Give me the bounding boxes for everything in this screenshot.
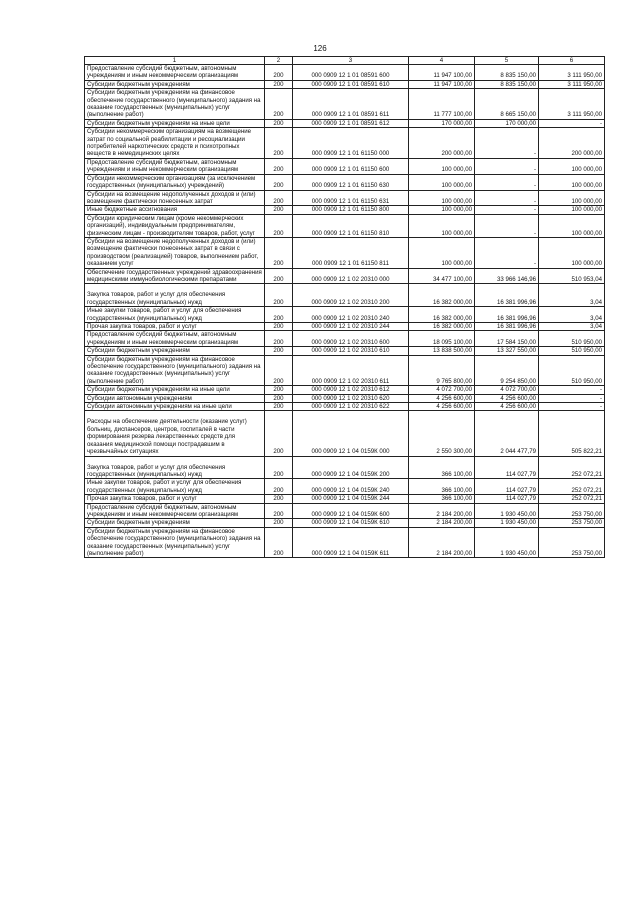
approved-amount-cell: 100 000,00: [409, 206, 475, 214]
approved-amount-cell: 100 000,00: [409, 174, 475, 190]
row-code-cell: 200: [265, 323, 293, 331]
table-row: [85, 386, 605, 394]
table-row: [85, 394, 605, 402]
executed-amount-cell: 16 381 996,96: [475, 307, 539, 323]
unexecuted-amount-cell: 200 000,00: [539, 128, 605, 159]
executed-amount-cell: 16 381 996,96: [475, 284, 539, 307]
unexecuted-amount-cell: 3 111 950,00: [539, 65, 605, 81]
budget-code-cell: 000 0909 12 1 01 61150 600: [293, 158, 409, 174]
budget-code-cell: 000 0909 12 1 01 08591 610: [293, 80, 409, 88]
table-row: [85, 519, 605, 527]
approved-amount-cell: 200 000,00: [409, 128, 475, 159]
budget-code-cell: 000 0909 12 1 01 08591 611: [293, 89, 409, 120]
budget-code-cell: 000 0909 12 1 02 20310 610: [293, 347, 409, 355]
row-code-cell: 200: [265, 503, 293, 519]
budget-execution-table: [84, 56, 605, 558]
executed-amount-cell: 1 930 450,00: [475, 519, 539, 527]
executed-amount-cell: 16 381 996,96: [475, 323, 539, 331]
executed-amount-cell: -: [475, 158, 539, 174]
row-name-cell: Субсидии бюджетным учреждениям: [85, 347, 265, 355]
executed-amount-cell: 170 000,00: [475, 119, 539, 127]
row-code-cell: 200: [265, 214, 293, 237]
approved-amount-cell: 4 256 600,00: [409, 403, 475, 411]
budget-code-cell: 000 0909 12 1 01 08591 600: [293, 65, 409, 81]
approved-amount-cell: 100 000,00: [409, 190, 475, 206]
executed-amount-cell: 114 027,79: [475, 479, 539, 495]
row-code-cell: 200: [265, 519, 293, 527]
executed-amount-cell: -: [475, 237, 539, 268]
budget-code-cell: 000 0909 12 1 04 0159К 611: [293, 527, 409, 558]
table-row: [85, 214, 605, 237]
unexecuted-amount-cell: 3,04: [539, 284, 605, 307]
executed-amount-cell: 33 966 146,96: [475, 268, 539, 284]
executed-amount-cell: 2 044 477,79: [475, 411, 539, 456]
approved-amount-cell: 13 838 500,00: [409, 347, 475, 355]
budget-code-cell: 000 0909 12 1 02 20310 200: [293, 284, 409, 307]
executed-amount-cell: 8 835 150,00: [475, 80, 539, 88]
budget-code-cell: 000 0909 12 1 01 61150 630: [293, 174, 409, 190]
column-header: 1: [85, 57, 265, 65]
row-name-cell: Предоставление субсидий бюджетным, автономным учреждениям и иным некоммерческим организациям: [85, 158, 265, 174]
budget-code-cell: 000 0909 12 1 01 61150 000: [293, 128, 409, 159]
approved-amount-cell: 11 777 100,00: [409, 89, 475, 120]
column-header: 6: [539, 57, 605, 65]
column-number-row: [85, 57, 605, 65]
budget-code-cell: 000 0909 12 1 02 20310 244: [293, 323, 409, 331]
unexecuted-amount-cell: 253 750,00: [539, 519, 605, 527]
unexecuted-amount-cell: 100 000,00: [539, 158, 605, 174]
row-name-cell: Обеспечение государственных учреждений здравоохранения медицинскими иммунобиологическими препаратами: [85, 268, 265, 284]
row-code-cell: 200: [265, 479, 293, 495]
approved-amount-cell: 9 765 800,00: [409, 355, 475, 386]
row-code-cell: 200: [265, 456, 293, 479]
unexecuted-amount-cell: 253 750,00: [539, 503, 605, 519]
row-code-cell: 200: [265, 237, 293, 268]
row-name-cell: Субсидии автономным учреждениям на иные цели: [85, 403, 265, 411]
table-row: [85, 456, 605, 479]
table-row: [85, 206, 605, 214]
unexecuted-amount-cell: 100 000,00: [539, 190, 605, 206]
budget-code-cell: 000 0909 12 1 01 61150 810: [293, 214, 409, 237]
approved-amount-cell: 4 072 700,00: [409, 386, 475, 394]
unexecuted-amount-cell: 3,04: [539, 323, 605, 331]
unexecuted-amount-cell: -: [539, 119, 605, 127]
row-code-cell: 200: [265, 158, 293, 174]
row-name-cell: Субсидии юридическим лицам (кроме некоммерческих организаций), индивидуальным предпринимателям, физическим лицам - производителям товаров, работ, услуг: [85, 214, 265, 237]
row-name-cell: Субсидии бюджетным учреждениям на финансовое обеспечение государственного (муниципального) задания на оказание государственных (муниципальных) услуг (выполнение работ): [85, 527, 265, 558]
unexecuted-amount-cell: 510 950,00: [539, 355, 605, 386]
unexecuted-amount-cell: -: [539, 386, 605, 394]
row-name-cell: Иные закупки товаров, работ и услуг для обеспечения государственных (муниципальных) нужд: [85, 479, 265, 495]
budget-code-cell: 000 0909 12 1 04 0159К 610: [293, 519, 409, 527]
table-row: [85, 174, 605, 190]
unexecuted-amount-cell: 100 000,00: [539, 206, 605, 214]
table-row: [85, 479, 605, 495]
budget-code-cell: 000 0909 12 1 04 0159К 240: [293, 479, 409, 495]
row-name-cell: Прочая закупка товаров, работ и услуг: [85, 323, 265, 331]
approved-amount-cell: 366 100,00: [409, 495, 475, 503]
approved-amount-cell: 16 382 000,00: [409, 307, 475, 323]
row-name-cell: Предоставление субсидий бюджетным, автономным учреждениям и иным некоммерческим организациям: [85, 65, 265, 81]
budget-code-cell: 000 0909 12 1 01 61150 800: [293, 206, 409, 214]
approved-amount-cell: 16 382 000,00: [409, 284, 475, 307]
approved-amount-cell: 2 184 200,00: [409, 519, 475, 527]
executed-amount-cell: 114 027,79: [475, 495, 539, 503]
row-code-cell: 200: [265, 403, 293, 411]
budget-code-cell: 000 0909 12 1 02 20310 620: [293, 394, 409, 402]
column-header: 3: [293, 57, 409, 65]
row-code-cell: 200: [265, 268, 293, 284]
row-name-cell: Предоставление субсидий бюджетным, автономным учреждениям и иным некоммерческим организациям: [85, 331, 265, 347]
row-code-cell: 200: [265, 119, 293, 127]
approved-amount-cell: 100 000,00: [409, 214, 475, 237]
executed-amount-cell: 9 254 850,00: [475, 355, 539, 386]
unexecuted-amount-cell: 100 000,00: [539, 237, 605, 268]
table-row: [85, 347, 605, 355]
approved-amount-cell: 170 000,00: [409, 119, 475, 127]
unexecuted-amount-cell: -: [539, 403, 605, 411]
approved-amount-cell: 11 947 100,00: [409, 65, 475, 81]
budget-code-cell: 000 0909 12 1 04 0159К 600: [293, 503, 409, 519]
row-code-cell: 200: [265, 65, 293, 81]
unexecuted-amount-cell: 100 000,00: [539, 214, 605, 237]
table-row: [85, 495, 605, 503]
row-code-cell: 200: [265, 307, 293, 323]
executed-amount-cell: -: [475, 190, 539, 206]
unexecuted-amount-cell: 510 950,00: [539, 331, 605, 347]
row-code-cell: 200: [265, 394, 293, 402]
row-name-cell: Субсидии бюджетным учреждениям: [85, 519, 265, 527]
row-code-cell: 200: [265, 355, 293, 386]
row-code-cell: 200: [265, 206, 293, 214]
row-name-cell: Субсидии бюджетным учреждениям: [85, 80, 265, 88]
unexecuted-amount-cell: 252 072,21: [539, 479, 605, 495]
executed-amount-cell: 8 665 150,00: [475, 89, 539, 120]
executed-amount-cell: 17 584 150,00: [475, 331, 539, 347]
executed-amount-cell: 1 930 450,00: [475, 503, 539, 519]
row-code-cell: 200: [265, 89, 293, 120]
row-name-cell: Иные закупки товаров, работ и услуг для обеспечения государственных (муниципальных) нужд: [85, 307, 265, 323]
row-name-cell: Субсидии бюджетным учреждениям на финансовое обеспечение государственного (муниципального) задания на оказание государственных (муниципальных) услуг (выполнение работ): [85, 355, 265, 386]
approved-amount-cell: 366 100,00: [409, 479, 475, 495]
row-code-cell: 200: [265, 331, 293, 347]
executed-amount-cell: 4 256 600,00: [475, 403, 539, 411]
unexecuted-amount-cell: 3,04: [539, 307, 605, 323]
unexecuted-amount-cell: 505 822,21: [539, 411, 605, 456]
row-code-cell: 200: [265, 174, 293, 190]
budget-code-cell: 000 0909 12 1 02 20310 622: [293, 403, 409, 411]
budget-code-cell: 000 0909 12 1 04 0159К 244: [293, 495, 409, 503]
column-header: 5: [475, 57, 539, 65]
approved-amount-cell: 11 947 100,00: [409, 80, 475, 88]
budget-code-cell: 000 0909 12 1 01 61150 631: [293, 190, 409, 206]
row-name-cell: Предоставление субсидий бюджетным, автономным учреждениям и иным некоммерческим организациям: [85, 503, 265, 519]
approved-amount-cell: 4 256 600,00: [409, 394, 475, 402]
approved-amount-cell: 100 000,00: [409, 158, 475, 174]
column-header: 4: [409, 57, 475, 65]
row-name-cell: Прочая закупка товаров, работ и услуг: [85, 495, 265, 503]
row-name-cell: Субсидии на возмещение недополученных доходов и (или) возмещение фактически понесенных затрат: [85, 190, 265, 206]
budget-code-cell: 000 0909 12 1 04 0159К 000: [293, 411, 409, 456]
unexecuted-amount-cell: 252 072,21: [539, 456, 605, 479]
row-code-cell: 200: [265, 80, 293, 88]
table-row: [85, 307, 605, 323]
table-row: [85, 190, 605, 206]
unexecuted-amount-cell: 100 000,00: [539, 174, 605, 190]
approved-amount-cell: 2 184 200,00: [409, 503, 475, 519]
row-code-cell: 200: [265, 386, 293, 394]
unexecuted-amount-cell: 252 072,21: [539, 495, 605, 503]
row-code-cell: 200: [265, 495, 293, 503]
executed-amount-cell: -: [475, 174, 539, 190]
row-name-cell: Иные бюджетные ассигнования: [85, 206, 265, 214]
approved-amount-cell: 16 382 000,00: [409, 323, 475, 331]
table-row: [85, 268, 605, 284]
executed-amount-cell: -: [475, 214, 539, 237]
executed-amount-cell: 4 256 600,00: [475, 394, 539, 402]
approved-amount-cell: 18 095 100,00: [409, 331, 475, 347]
unexecuted-amount-cell: 510 950,00: [539, 347, 605, 355]
row-code-cell: 200: [265, 347, 293, 355]
table-row: [85, 411, 605, 456]
approved-amount-cell: 100 000,00: [409, 237, 475, 268]
executed-amount-cell: 4 072 700,00: [475, 386, 539, 394]
column-header: 2: [265, 57, 293, 65]
budget-code-cell: 000 0909 12 1 02 20310 000: [293, 268, 409, 284]
unexecuted-amount-cell: -: [539, 394, 605, 402]
table-row: [85, 237, 605, 268]
row-code-cell: 200: [265, 190, 293, 206]
row-name-cell: Субсидии автономным учреждениям: [85, 394, 265, 402]
table-row: [85, 89, 605, 120]
row-name-cell: Субсидии на возмещение недополученных доходов и (или) возмещение фактически понесенных затрат в связи с производством (реализацией) товаров, выполнением работ, оказанием услуг: [85, 237, 265, 268]
budget-code-cell: 000 0909 12 1 02 20310 240: [293, 307, 409, 323]
row-name-cell: Расходы на обеспечение деятельности (оказание услуг) больниц, диспансеров, центров, госпиталей в части формирования резерва лекарственных средств для оказания медицинской помощи пострадавшим в чрезвычайных ситуациях: [85, 411, 265, 456]
row-name-cell: Субсидии некоммерческим организациям на возмещение затрат по социальной реабилитации и ресоциализации потребителей наркотических средств и психотропных веществ в немедицинских целях: [85, 128, 265, 159]
budget-code-cell: 000 0909 12 1 01 61150 811: [293, 237, 409, 268]
unexecuted-amount-cell: 3 111 950,00: [539, 80, 605, 88]
row-code-cell: 200: [265, 284, 293, 307]
budget-code-cell: 000 0909 12 1 02 20310 612: [293, 386, 409, 394]
row-name-cell: Закупка товаров, работ и услуг для обеспечения государственных (муниципальных) нужд: [85, 284, 265, 307]
table-row: [85, 65, 605, 81]
budget-code-cell: 000 0909 12 1 02 20310 600: [293, 331, 409, 347]
budget-code-cell: 000 0909 12 1 02 20310 611: [293, 355, 409, 386]
approved-amount-cell: 2 184 200,00: [409, 527, 475, 558]
row-name-cell: Субсидии бюджетным учреждениям на иные цели: [85, 119, 265, 127]
approved-amount-cell: 366 100,00: [409, 456, 475, 479]
table-row: [85, 284, 605, 307]
unexecuted-amount-cell: 510 953,04: [539, 268, 605, 284]
executed-amount-cell: -: [475, 206, 539, 214]
table-row: [85, 119, 605, 127]
row-code-cell: 200: [265, 411, 293, 456]
unexecuted-amount-cell: 3 111 950,00: [539, 89, 605, 120]
row-name-cell: Субсидии бюджетным учреждениям на финансовое обеспечение государственного (муниципального) задания на оказание государственных (муниципальных) услуг (выполнение работ): [85, 89, 265, 120]
executed-amount-cell: 114 027,79: [475, 456, 539, 479]
table-row: [85, 128, 605, 159]
table-row: [85, 527, 605, 558]
table-row: [85, 323, 605, 331]
executed-amount-cell: -: [475, 128, 539, 159]
executed-amount-cell: 8 835 150,00: [475, 65, 539, 81]
page-number: 126: [313, 44, 327, 53]
row-code-cell: 200: [265, 128, 293, 159]
table-row: [85, 331, 605, 347]
approved-amount-cell: 2 550 300,00: [409, 411, 475, 456]
table-body: [85, 65, 605, 558]
table-row: [85, 80, 605, 88]
executed-amount-cell: 1 930 450,00: [475, 527, 539, 558]
row-name-cell: Закупка товаров, работ и услуг для обеспечения государственных (муниципальных) нужд: [85, 456, 265, 479]
approved-amount-cell: 34 477 100,00: [409, 268, 475, 284]
table-row: [85, 403, 605, 411]
executed-amount-cell: 13 327 550,00: [475, 347, 539, 355]
row-name-cell: Субсидии некоммерческим организациям (за исключением государственных (муниципальных) учреждений): [85, 174, 265, 190]
row-code-cell: 200: [265, 527, 293, 558]
row-name-cell: Субсидии бюджетным учреждениям на иные цели: [85, 386, 265, 394]
table-row: [85, 355, 605, 386]
table-row: [85, 503, 605, 519]
unexecuted-amount-cell: 253 750,00: [539, 527, 605, 558]
table-row: [85, 158, 605, 174]
budget-code-cell: 000 0909 12 1 01 08591 612: [293, 119, 409, 127]
budget-code-cell: 000 0909 12 1 04 0159К 200: [293, 456, 409, 479]
